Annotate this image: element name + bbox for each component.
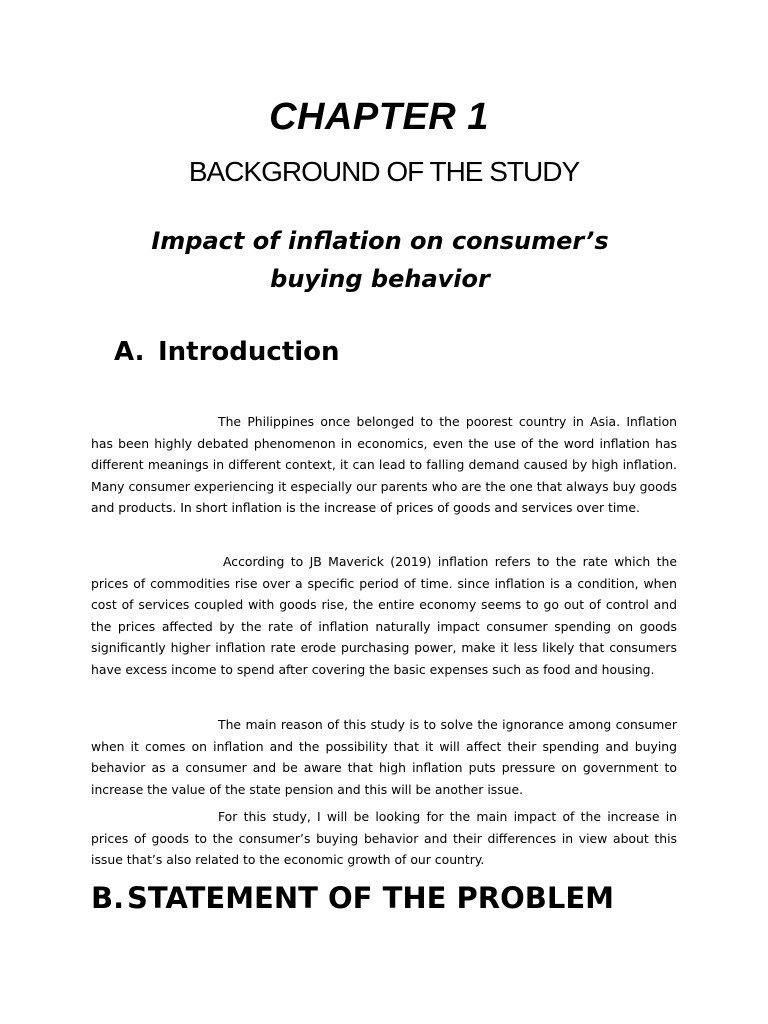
chapter-subtitle: BACKGROUND OF THE STUDY [188, 156, 580, 187]
section-a-heading [114, 337, 340, 367]
chapter-title: CHAPTER 1 [269, 96, 489, 138]
intro-paragraph-4: For this study, I will be looking for the main impact of the increase in prices of goods to the consumer’s buying behavior and their differences in view about this issue that’s also related to the economic growth of our country. [91, 809, 677, 867]
section-b-title: STATEMENT OF THE PROBLEM [127, 881, 615, 915]
intro-paragraph-1: The Philippines once belonged to the poorest country in Asia. Inflation has been highly debated phenomenon in economics, even the use of the word inflation has different meanings in different context, it can lead to falling demand caused by high inflation. Many consumer experiencing it especially our parents who are the one that always buy goods and products. In short inflation is the increase of prices of goods and services over time. [91, 414, 677, 515]
study-title: Impact of inflation on consumer’s buying behavior [151, 227, 609, 293]
intro-paragraph-3: The main reason of this study is to solve the ignorance among consumer when it comes on inflation and the possibility that it will affect their spending and buying behavior as a consumer and be aware that high inflation puts pressure on government to increase the value of the state pension and this will be another issue. [91, 717, 677, 797]
section-b-heading [91, 881, 614, 915]
section-a-title: Introduction [158, 337, 340, 367]
section-b-letter: B. [91, 881, 125, 915]
section-a-letter: A. [114, 337, 145, 367]
intro-paragraph-2: According to JB Maverick (2019) inflation refers to the rate which the prices of commodities rise over a specific period of time. since inflation is a condition, when cost of services coupled with goods rise, the entire economy seems to go out of control and the prices affected by the rate of inflation naturally impact consumer spending on goods significantly higher inflation rate erode purchasing power, make it less likely that consumers have excess income to spend after covering the basic expenses such as food and housing. [91, 554, 677, 677]
